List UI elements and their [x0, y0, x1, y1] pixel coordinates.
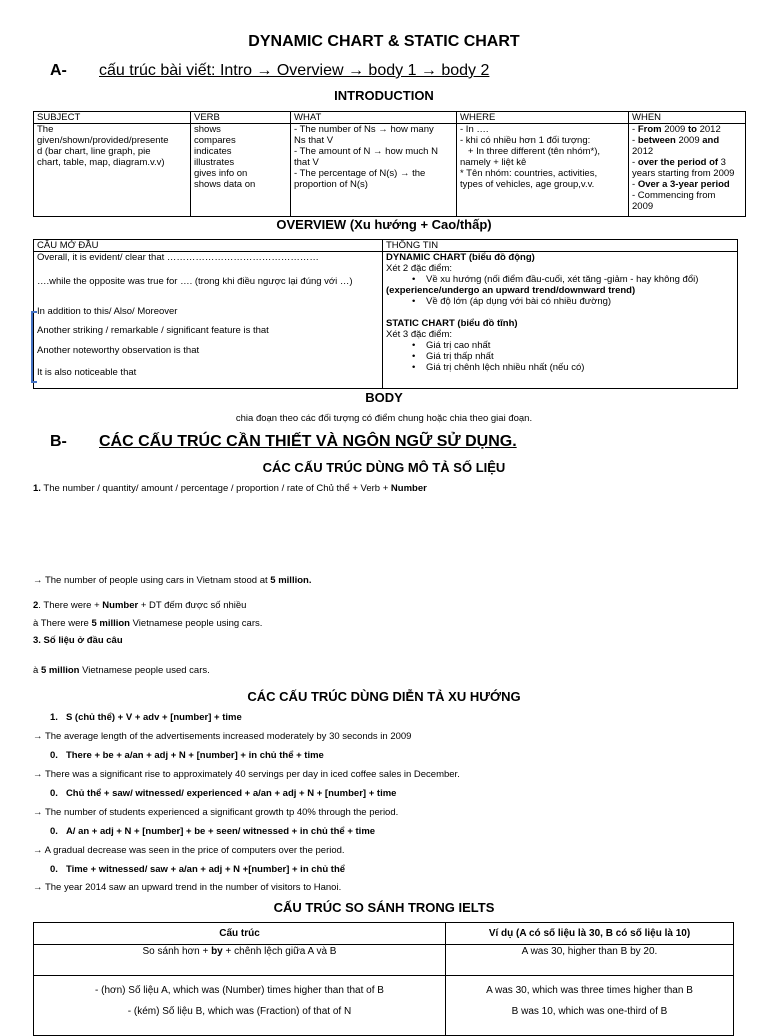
text-run: Time + witnessed/ saw + a/an + adj + N +[number] + in chủ thể: [65, 864, 346, 875]
cell-line: - Commencing from: [632, 190, 716, 201]
cell-line: B was 10, which was one-third of B: [511, 1006, 668, 1017]
subject-cell: [34, 124, 191, 217]
cell-line: A was 30, which was three times higher than B: [486, 985, 693, 996]
example-3: [33, 665, 210, 676]
phrase-item: Overall, it is evident/ clear that …………………………………………: [37, 252, 319, 263]
text-run: Vietnamese people using cars.: [130, 618, 263, 629]
cell-line: [632, 157, 742, 168]
when-cell: [629, 124, 746, 217]
text-run: 0.: [50, 826, 58, 837]
text-run: between: [637, 135, 676, 146]
text-run: -: [632, 179, 638, 190]
header-cell: Ví dụ (A có số liệu là 30, B có số liệu là 10): [446, 923, 734, 945]
header-cell: WHEN: [629, 112, 746, 124]
cell-line: [632, 135, 742, 146]
numbers-heading: CÁC CẤU TRÚC DÙNG MÔ TẢ SỐ LIỆU: [262, 460, 506, 475]
text-run: From: [637, 124, 662, 135]
cell-line: - In ….: [460, 124, 489, 135]
text-run: 0.: [50, 864, 58, 875]
dynamic-chart-title: DYNAMIC CHART (biểu đồ động): [386, 252, 535, 263]
list-item: • Về độ lớn (áp dụng với bài có nhiều đường): [426, 296, 734, 307]
static-chart-subtitle: Xét 3 đặc điểm:: [386, 329, 453, 340]
header-cell: SUBJECT: [34, 112, 191, 124]
text-run: -: [632, 135, 638, 146]
trend-structure: [50, 712, 242, 723]
structure-cell: [34, 945, 446, 976]
dynamic-chart-note: (experience/undergo an upward trend/downward trend): [386, 285, 636, 296]
structure-1: [33, 483, 427, 494]
cell-line: years starting from 2009: [632, 168, 735, 179]
trend-example: → There was a significant rise to approximately 40 servings per day in iced coffee sales in December.: [33, 769, 460, 780]
text-run: 1.: [33, 483, 41, 494]
text-run: à: [33, 665, 41, 676]
structure-2: [33, 600, 246, 611]
text-run: 3: [718, 157, 726, 168]
header-cell: Cấu trúc: [34, 923, 446, 945]
trend-structure: [50, 750, 324, 761]
table-row: [34, 976, 734, 1036]
text-run: 0.: [50, 788, 58, 799]
text-run: -: [632, 157, 638, 168]
cell-line: The: [37, 124, 54, 135]
cell-line: given/shown/provided/presente: [37, 135, 169, 146]
structure-cell: [34, 976, 446, 1036]
list-item: • Về xu hướng (nối điểm đầu-cuối, xét tăng -giảm - hay không đổi): [426, 274, 734, 285]
text-run: 5 million: [40, 665, 80, 676]
compare-heading: CẤU TRÚC SO SÁNH TRONG IELTS: [273, 900, 495, 915]
cell-line: types of vehicles, age group,v.v.: [460, 179, 595, 190]
text-run: + chênh lệch giữa A và B: [222, 946, 337, 957]
trend-example: → The number of students experienced a significant growth tp 40% through the period.: [33, 807, 399, 818]
trends-heading: CÁC CẤU TRÚC DÙNG DIỄN TẢ XU HƯỚNG: [247, 689, 521, 704]
cell-line: gives info on: [194, 168, 248, 179]
cell-line: - The percentage of N(s) → the: [294, 168, 426, 179]
comment-bracket: [31, 311, 37, 383]
phrase-item: Another noteworthy observation is that: [37, 345, 200, 356]
cell-line: Ns that V: [294, 135, 334, 146]
body-heading: BODY: [365, 390, 403, 405]
text-run: 2: [33, 600, 39, 611]
comparison-table: [33, 922, 734, 1036]
cell-line: indicates: [194, 146, 232, 157]
list-item: • Giá trị cao nhất: [426, 340, 734, 351]
example-cell: [446, 976, 734, 1036]
text-run: Number: [390, 483, 427, 494]
trend-example: → A gradual decrease was seen in the price of computers over the period.: [33, 845, 345, 856]
overview-table: [33, 239, 738, 389]
cell-line: - (kém) Số liệu B, which was (Fraction) of that of N: [127, 1006, 352, 1017]
header-cell: WHAT: [291, 112, 457, 124]
text-run: Vietnamese people used cars.: [79, 665, 210, 676]
trend-structure: [50, 788, 396, 799]
page-title: DYNAMIC CHART & STATIC CHART: [248, 33, 520, 50]
cell-line: namely + liệt kê: [460, 157, 527, 168]
text-run: 2009: [675, 135, 703, 146]
cell-line: shows: [194, 124, 221, 135]
cell-line: - khi có nhiều hơn 1 đối tượng:: [460, 135, 591, 146]
body-text: chia đoạn theo các đối tượng có điểm chung hoặc chia theo giai đoạn.: [235, 413, 533, 424]
trend-structure: [50, 864, 345, 875]
cell-line: [632, 179, 742, 190]
what-cell: [291, 124, 457, 217]
header-cell: CÂU MỞ ĐẦU: [34, 240, 383, 252]
text-run: 2012: [696, 124, 721, 135]
section-a-marker: A-: [50, 62, 67, 79]
overview-heading: OVERVIEW (Xu hướng + Cao/thấp): [276, 217, 492, 232]
table-row: [34, 252, 738, 389]
text-run: to: [687, 124, 697, 135]
verb-cell: [191, 124, 291, 217]
introduction-table: [33, 111, 746, 217]
table-row: [34, 124, 746, 217]
text-run: à There were: [33, 618, 92, 629]
text-run: 1.: [50, 712, 58, 723]
cell-line: + In three different (tên nhóm*),: [460, 146, 601, 157]
text-run: S (chủ thể) + V + adv + [number] + time: [65, 712, 242, 723]
text-run: + DT đếm được số nhiều: [138, 600, 247, 611]
trend-structure: [50, 826, 375, 837]
dynamic-chart-subtitle: Xét 2 đặc điểm:: [386, 263, 453, 274]
example-1: [33, 575, 311, 586]
phrase-item: ….while the opposite was true for …. (trong khi điều ngược lại đúng với …): [37, 276, 353, 287]
text-run: 5 million.: [270, 575, 312, 586]
text-run: -: [632, 124, 638, 135]
text-run: by: [211, 946, 223, 957]
introduction-heading: INTRODUCTION: [334, 88, 434, 103]
cell-line: compares: [194, 135, 236, 146]
table-row: [34, 945, 734, 976]
cell-line: 2012: [632, 146, 654, 157]
cell-line: illustrates: [194, 157, 235, 168]
list-item: • Giá trị chênh lệch nhiều nhất (nếu có): [426, 362, 734, 373]
list-item: • Giá trị thấp nhất: [426, 351, 734, 362]
cell-line: d (bar chart, line graph, pie: [37, 146, 151, 157]
info-cell: [383, 252, 738, 389]
cell-line: * Tên nhóm: countries, activities,: [460, 168, 598, 179]
text-run: Number: [102, 600, 139, 611]
table-header-row: [34, 923, 734, 945]
text-run: 0.: [50, 750, 58, 761]
text-run: A/ an + adj + N + [number] + be + seen/ witnessed + in chủ thể + time: [65, 826, 376, 837]
cell-line: chart, table, map, diagram.v.v): [37, 157, 165, 168]
where-cell: [457, 124, 629, 217]
cell-line: [632, 124, 742, 135]
text-run: Over a 3-year period: [637, 179, 730, 190]
header-cell: WHERE: [457, 112, 629, 124]
cell-line: shows data on: [194, 179, 256, 190]
structure-3: 3. Số liệu ở đầu câu: [33, 635, 123, 646]
text-run: and: [702, 135, 720, 146]
cell-line: - The number of Ns → how many: [294, 124, 434, 135]
cell-line: proportion of N(s): [294, 179, 368, 190]
text-run: 5 million: [91, 618, 130, 629]
example-2: [33, 618, 262, 629]
text-run: . There were +: [38, 600, 103, 611]
section-b-heading: CÁC CẤU TRÚC CẦN THIẾT VÀ NGÔN NGỮ SỬ DỤNG.: [99, 433, 517, 450]
phrase-item: Another striking / remarkable / significant feature is that: [37, 325, 269, 336]
static-chart-title: STATIC CHART (biểu đồ tĩnh): [386, 318, 518, 329]
cell-line: - (hơn) Số liệu A, which was (Number) times higher than that of B: [95, 985, 384, 996]
cell-line: 2009: [632, 201, 654, 212]
header-cell: THÔNG TIN: [383, 240, 738, 252]
section-a-heading: cấu trúc bài viết: Intro → Overview → body 1 → body 2: [99, 62, 490, 79]
text-run: Chủ thể + saw/ witnessed/ experienced + a/an + adj + N + [number] + time: [65, 788, 397, 799]
text-run: → The number of people using cars in Vietnam stood at: [33, 575, 271, 586]
cell-line: - The amount of N → how much N: [294, 146, 438, 157]
example-cell: A was 30, higher than B by 20.: [446, 945, 734, 976]
table-header-row: [34, 240, 738, 252]
phrase-item: In addition to this/ Also/ Moreover: [37, 306, 178, 317]
header-cell: VERB: [191, 112, 291, 124]
phrase-item: It is also noticeable that: [37, 367, 137, 378]
table-header-row: [34, 112, 746, 124]
section-b-marker: B-: [50, 433, 67, 450]
trend-example: → The year 2014 saw an upward trend in the number of visitors to Hanoi.: [33, 882, 342, 893]
cell-line: that V: [294, 157, 319, 168]
text-run: So sánh hơn +: [142, 946, 212, 957]
text-run: The number / quantity/ amount / percentage / proportion / rate of Chủ thể + Verb +: [40, 483, 391, 494]
trend-example: → The average length of the advertisements increased moderately by 30 seconds in 2009: [33, 731, 412, 742]
text-run: There + be + a/an + adj + N + [number] + in chủ thể + time: [65, 750, 324, 761]
opening-phrases-cell: [34, 252, 383, 389]
text-run: over the period of: [637, 157, 719, 168]
text-run: 2009: [661, 124, 688, 135]
